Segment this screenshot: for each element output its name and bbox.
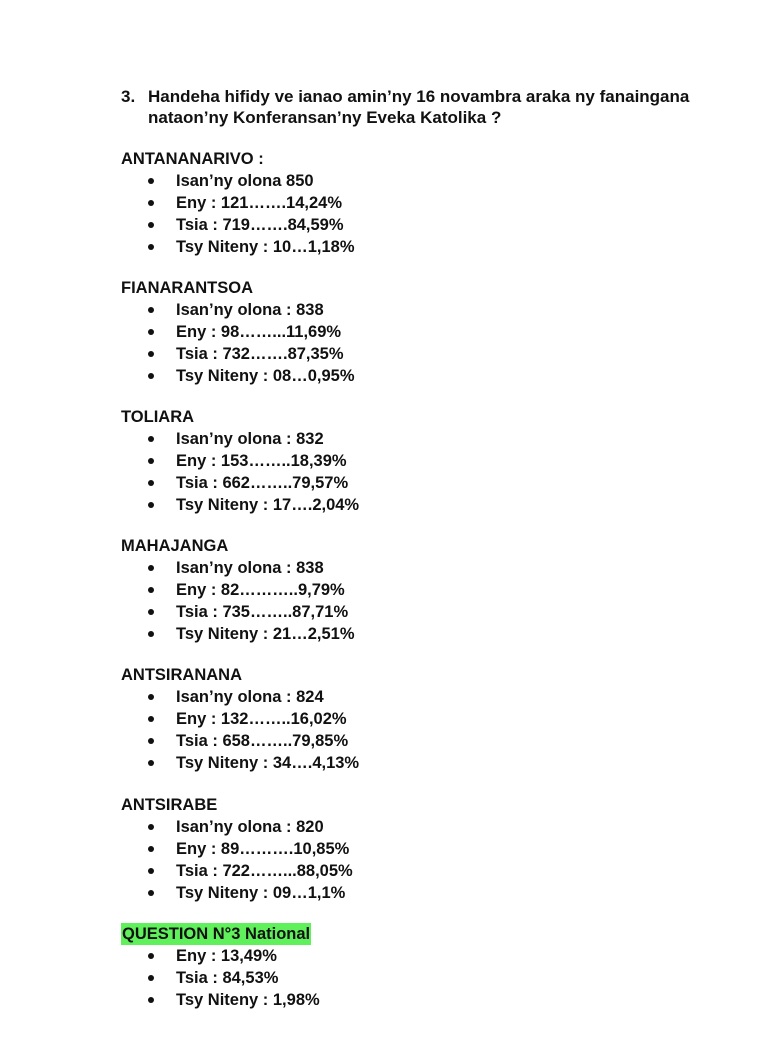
list-item: [121, 623, 721, 645]
item-text: Tsy Niteny : 09…1,1%: [176, 884, 346, 902]
list-item: [121, 170, 721, 192]
item-text: Tsia : 84,53%: [176, 969, 279, 987]
list-item: [121, 752, 721, 774]
list-item: [121, 343, 721, 365]
list-item: [121, 838, 721, 860]
list-item: [121, 601, 721, 623]
item-text: Tsia : 719…….84,59%: [176, 216, 344, 234]
list-item: [121, 816, 721, 838]
region-results-list: [121, 299, 721, 387]
list-item: [121, 472, 721, 494]
item-text: Isan’ny olona : 838: [176, 559, 324, 577]
list-item: [121, 236, 721, 258]
region-results-list: [121, 428, 721, 516]
bullet-icon: [148, 565, 154, 571]
bullet-icon: [148, 587, 154, 593]
item-text: Eny : 82………..9,79%: [176, 581, 345, 599]
bullet-icon: [148, 480, 154, 486]
list-item: [121, 882, 721, 904]
list-item: [121, 192, 721, 214]
bullet-icon: [148, 760, 154, 766]
bullet-icon: [148, 222, 154, 228]
list-item: [121, 299, 721, 321]
list-item: [121, 557, 721, 579]
region-results-list: [121, 686, 721, 774]
bullet-icon: [148, 502, 154, 508]
region-section-antsirabe: [121, 794, 721, 904]
list-item: [121, 945, 721, 967]
list-item: [121, 967, 721, 989]
list-item: [121, 686, 721, 708]
item-text: Eny : 89……….10,85%: [176, 840, 350, 858]
region-section-antsiranana: [121, 664, 721, 774]
item-text: Tsy Niteny : 08…0,95%: [176, 367, 355, 385]
item-text: Tsia : 722……...88,05%: [176, 862, 353, 880]
bullet-icon: [148, 329, 154, 335]
list-item: [121, 989, 721, 1011]
bullet-icon: [148, 953, 154, 959]
item-text: Isan’ny olona : 838: [176, 301, 324, 319]
item-text: Eny : 98……...11,69%: [176, 323, 342, 341]
bullet-icon: [148, 458, 154, 464]
item-text: Tsy Niteny : 17….2,04%: [176, 496, 360, 514]
list-item: [121, 494, 721, 516]
region-section-mahajanga: [121, 535, 721, 645]
bullet-icon: [148, 738, 154, 744]
bullet-icon: [148, 609, 154, 615]
list-item: [121, 365, 721, 387]
region-title: TOLIARA: [121, 408, 195, 426]
bullet-icon: [148, 200, 154, 206]
item-text: Tsia : 658……..79,85%: [176, 732, 349, 750]
region-title: ANTSIRABE: [121, 796, 218, 814]
bullet-icon: [148, 351, 154, 357]
bullet-icon: [148, 890, 154, 896]
item-text: Tsy Niteny : 10…1,18%: [176, 238, 355, 256]
region-section-toliara: [121, 406, 721, 516]
bullet-icon: [148, 694, 154, 700]
question-number: 3.: [121, 87, 136, 106]
question-block: [121, 86, 741, 128]
list-item: [121, 860, 721, 882]
list-item: [121, 214, 721, 236]
region-title: MAHAJANGA: [121, 537, 229, 555]
region-results-list: [121, 557, 721, 645]
item-text: Tsy Niteny : 34….4,13%: [176, 754, 360, 772]
item-text: Eny : 13,49%: [176, 947, 277, 965]
bullet-icon: [148, 244, 154, 250]
region-section-antananarivo: [121, 148, 721, 258]
item-text: Eny : 153……..18,39%: [176, 452, 347, 470]
question-text: Handeha hifidy ve ianao amin’ny 16 novambra araka ny fanaingana nataon’ny Konferansan’ny Eveka Katolika ?: [148, 87, 690, 127]
list-item: [121, 321, 721, 343]
bullet-icon: [148, 824, 154, 830]
item-text: Tsia : 735……..87,71%: [176, 603, 349, 621]
national-title: QUESTION N°3 National: [122, 925, 311, 943]
item-text: Eny : 132……..16,02%: [176, 710, 347, 728]
list-item: [121, 708, 721, 730]
region-results-list: [121, 170, 721, 258]
list-item: [121, 730, 721, 752]
item-text: Isan’ny olona : 824: [176, 688, 324, 706]
bullet-icon: [148, 436, 154, 442]
bullet-icon: [148, 997, 154, 1003]
region-results-list: [121, 816, 721, 904]
national-section: [121, 923, 721, 1011]
item-text: Tsia : 662……..79,57%: [176, 474, 349, 492]
bullet-icon: [148, 307, 154, 313]
bullet-icon: [148, 868, 154, 874]
region-title: ANTSIRANANA: [121, 666, 242, 684]
bullet-icon: [148, 373, 154, 379]
region-title: FIANARANTSOA: [121, 279, 253, 297]
list-item: [121, 450, 721, 472]
region-title: ANTANANARIVO :: [121, 150, 264, 168]
item-text: Tsy Niteny : 1,98%: [176, 991, 320, 1009]
item-text: Tsia : 732…….87,35%: [176, 345, 344, 363]
national-results-list: [121, 945, 721, 1011]
list-item: [121, 579, 721, 601]
list-item: [121, 428, 721, 450]
item-text: Isan’ny olona 850: [176, 172, 314, 190]
bullet-icon: [148, 975, 154, 981]
bullet-icon: [148, 846, 154, 852]
item-text: Tsy Niteny : 21…2,51%: [176, 625, 355, 643]
bullet-icon: [148, 716, 154, 722]
item-text: Isan’ny olona : 832: [176, 430, 324, 448]
bullet-icon: [148, 631, 154, 637]
bullet-icon: [148, 178, 154, 184]
item-text: Isan’ny olona : 820: [176, 818, 324, 836]
item-text: Eny : 121…….14,24%: [176, 194, 342, 212]
region-section-fianarantsoa: [121, 277, 721, 387]
